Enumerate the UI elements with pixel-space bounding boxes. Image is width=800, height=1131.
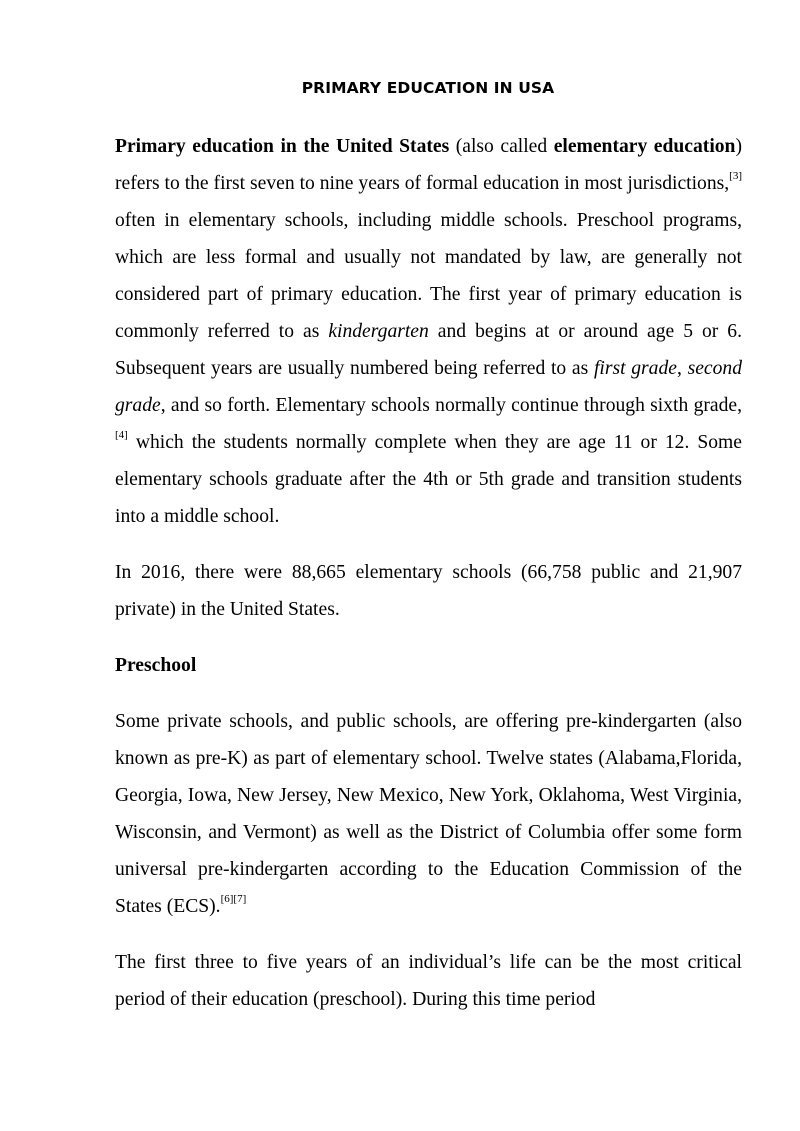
citation-ref[interactable]: [4]	[115, 429, 128, 442]
italic-term: second grade	[115, 358, 742, 416]
paragraph-text: ) refers to the first seven to nine years of formal education in most jurisdictions,	[115, 136, 742, 194]
bold-term: Primary education in the United States	[115, 136, 450, 157]
section-heading-preschool: Preschool	[115, 655, 197, 676]
paragraph-text: and begins at or around age 5 or 6. Subsequent years are usually numbered being referred to as	[115, 321, 742, 379]
paragraph-intro	[115, 128, 742, 535]
paragraph-text: often in elementary schools, including middle schools. Preschool programs, which are less formal and usually not mandated by law, are generally not considered part of primary education. The first year of primary education is commonly referred to as	[115, 210, 742, 342]
document-body	[115, 128, 742, 1037]
italic-term: first grade	[593, 358, 677, 379]
paragraph-statistics: In 2016, there were 88,665 elementary schools (66,758 public and 21,907 private) in the United States.	[115, 562, 742, 620]
citation-ref[interactable]: [3]	[729, 170, 742, 183]
document-title: PRIMARY EDUCATION IN USA	[301, 79, 555, 97]
citation-ref[interactable]: [6][7]	[220, 893, 247, 906]
paragraph-text: ,	[676, 358, 688, 379]
paragraph-prek	[115, 703, 742, 925]
paragraph-text: (also called	[449, 136, 554, 157]
paragraph-text: , and so forth. Elementary schools normally continue through sixth grade,	[160, 395, 742, 416]
paragraph-text: which the students normally complete when they are age 11 or 12. Some elementary schools graduate after the 4th or 5th grade and transition students into a middle school.	[115, 432, 742, 527]
paragraph-early-years: The first three to five years of an individual’s life can be the most critical period of their education (preschool). During this time period	[115, 952, 742, 1010]
bold-term: elementary education	[553, 136, 736, 157]
italic-term: kindergarten	[328, 321, 429, 342]
paragraph-text: Some private schools, and public schools, are offering pre-kindergarten (also known as pre-K) as part of elementary school. Twelve states (Alabama,Florida, Georgia, Iowa, New Jersey, New Mexico, New York, Oklahoma, West Virginia, Wisconsin, and Vermont) as well as the District of Columbia offer some form universal pre-kindergarten according to the Education Commission of the States (ECS).	[115, 711, 742, 917]
